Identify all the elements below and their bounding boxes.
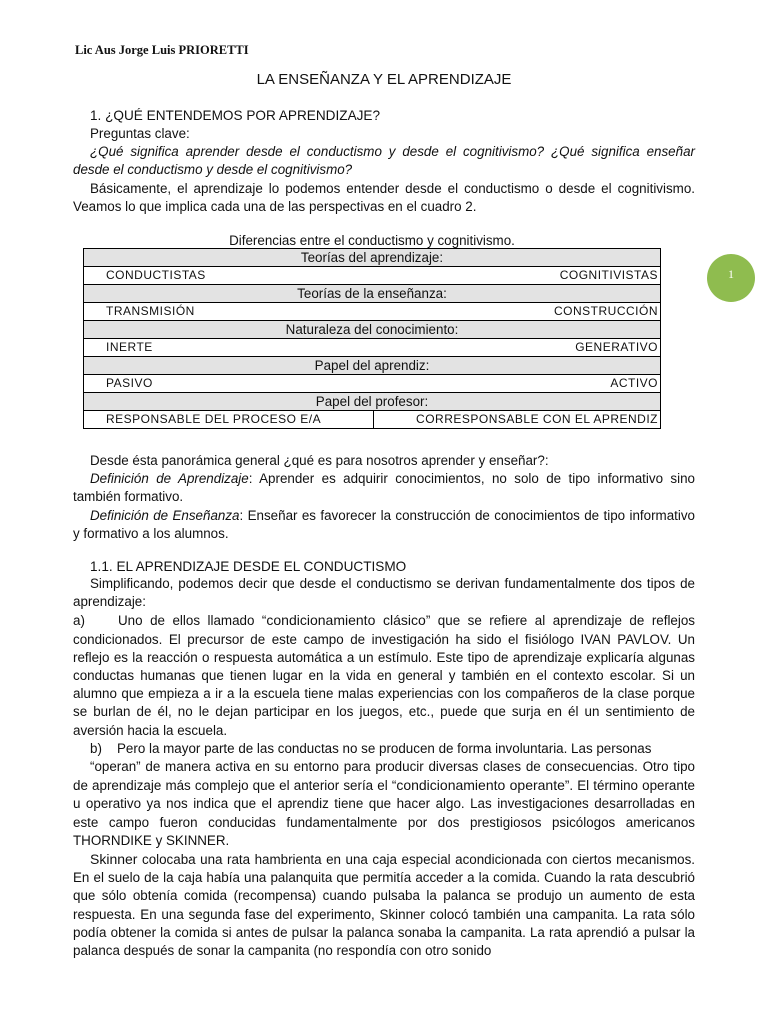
item-b [73,758,695,850]
section-1-1 [73,559,695,960]
definition-learning-label: Definición de Aprendizaje [90,471,249,487]
table-cell [84,339,661,357]
table-row [84,303,661,321]
definition-teaching-label: Definición de Enseñanza [90,507,240,523]
item-b-line-text: Pero la mayor parte de las conductas no se producen de forma involuntaria. Las personas [117,740,652,756]
table-cell [84,267,661,285]
item-a-post: ” que se refiere al aprendizaje de reflejos condicionados. El precursor de este campo de investigación ha sido el fisiólogo IVAN PAVLOV. Un reflejo es la reacción o respuesta automática a un estímulo. Este tipo de aprendizaje explicaría algunas conductas humanas que tienen lugar en la vida en general y también en el contexto escolar. Si un alumno que empieza a ir a la escuela tiene malas experiencias con los compañeros de la clase porque se burlan de él, no le dejan participar en los juegos, etc., puede que surja en él un sentimiento de aversión hacia la escuela. [73,613,696,738]
table-cell-right: COGNITIVISTAS [559,268,658,282]
comparison-table [83,248,661,429]
table-cell-right: ACTIVO [610,376,658,390]
author-name: Lic Aus Jorge Luis PRIORETTI [75,43,249,57]
definition-learning-text: : Aprender es adquirir conocimientos, no solo de tipo informativo sino también formativo. [73,471,695,505]
table-header-row [84,249,661,267]
table-header-cell: Teorías del aprendizaje: [84,249,661,267]
definitions-question: Desde ésta panorámica general ¿qué es para nosotros aprender y enseñar?: [90,453,549,468]
skinner-paragraph [73,850,695,960]
item-b-pre: “operan” de manera activa en su entorno para producir diversas clases de consecuencias. Otro tipo de aprendizaje más complejo que el anterior sería el “ [73,759,695,794]
definition-learning [73,470,695,506]
item-a-marker: a) [73,613,85,629]
table-row [84,411,661,429]
key-questions-label: Preguntas clave: [90,126,190,141]
table-cell-right: CORRESPONSABLE CON EL APRENDIZ [374,411,661,429]
table-header-row [84,321,661,339]
section-1-intro: Básicamente, el aprendizaje lo podemos entender desde el conductismo o desde el cognitivismo. Veamos lo que implica cada una de las perspectivas en el cuadro 2. [73,180,695,214]
table-header-cell: Naturaleza del conocimiento: [84,321,661,339]
table-header-row [84,285,661,303]
key-questions: ¿Qué significa aprender desde el conductismo y desde el cognitivismo? ¿Qué significa enseñar desde el conductismo y desde el cognitivismo? [73,144,695,178]
table-caption: Diferencias entre el conductismo y cognitivismo. [229,233,515,248]
table-row [84,339,661,357]
section-1 [73,108,695,216]
section-1-1-intro: Simplificando, podemos decir que desde el conductismo se derivan fundamentalmente dos tipos de aprendizaje: [73,576,695,610]
table-header-row [84,357,661,375]
table-row [84,375,661,393]
section-1-heading: 1. ¿QUÉ ENTENDEMOS POR APRENDIZAJE? [90,108,381,123]
table-cell [84,375,661,393]
table-cell-left: CONDUCTISTAS [106,268,206,282]
section-1-1-heading: 1.1. EL APRENDIZAJE DESDE EL CONDUCTISMO [90,559,407,574]
table-header-cell: Papel del profesor: [84,393,661,411]
term-classical-conditioning: condicionamiento clásico [266,612,426,629]
table-header-cell: Teorías de la enseñanza: [84,285,661,303]
table-cell-left: TRANSMISIÓN [106,304,195,318]
table-header-cell: Papel del aprendiz: [84,357,661,375]
table-header-row [84,393,661,411]
table-cell-left: RESPONSABLE DEL PROCESO E/A [84,411,374,429]
table-cell-right: CONSTRUCCIÓN [554,304,658,318]
item-b-line [73,740,695,758]
definition-teaching [73,507,695,543]
definition-teaching-text: : Enseñar es favorecer la construcción de conocimientos de tipo informativo y formativo a los alumnos. [73,507,695,541]
comparison-table-block [73,233,695,429]
item-a [73,611,695,739]
table-cell-right: GENERATIVO [575,340,658,354]
table-row [84,267,661,285]
item-b-post: ”. El término operante u operativo ya nos indica que el aprendiz tiene que hacer algo. Las investigaciones desarrolladas en este campo fueron conducidas fundamentalmente por dos prestigiosos psicólogos americanos THORNDIKE y SKINNER. [73,778,695,848]
item-b-marker: b) [90,740,102,756]
table-cell-left: PASIVO [106,376,153,390]
document-title: LA ENSEÑANZA Y EL APRENDIZAJE [256,71,512,88]
term-operant-conditioning: condicionamiento operante [396,777,565,794]
table-cell [84,303,661,321]
definitions [73,452,695,543]
term-skinner: Skinner [90,851,138,868]
table-cell-left: INERTE [106,340,153,354]
page-number-badge: 1 [707,254,755,302]
skinner-text: colocaba una rata hambrienta en una caja especial acondicionada con ciertos mecanismos. En el suelo de la caja había una palanquita que permitía acceder a la comida. Cuando la rata descubrió que sólo obtenía comida (recompensa) cuando pulsaba la palanca se produjo un aumento de esta respuesta. En una segunda fase del experimento, Skinner colocó también una campanita. La rata sólo podía obtener la comida si antes de pulsar la palanca sonaba la campanita. La rata aprendió a pulsar la palanca después de sonar la campanita (no respondía con otro sonido [73,852,695,959]
item-a-pre: Uno de ellos llamado “ [118,613,267,629]
